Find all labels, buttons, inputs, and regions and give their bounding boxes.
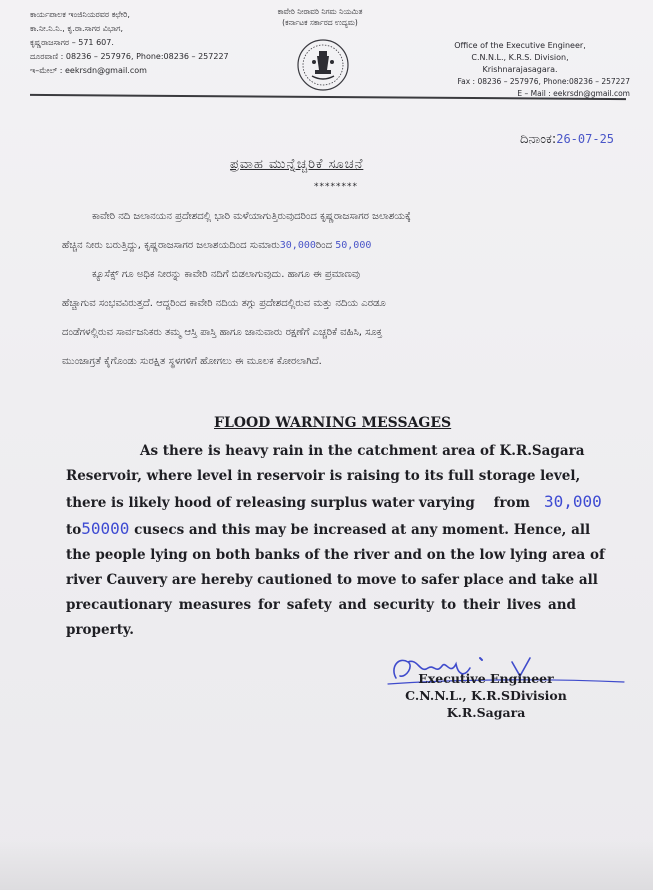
- header-left-address: [30, 8, 260, 78]
- header-right-office: [410, 40, 630, 100]
- kannada-line: ಮುಂಜಾಗ್ರತೆ ಕೈಗೊಂಡು ಸುರಕ್ಷಿತ ಸ್ಥಳಗಳಿಗೆ ಹೋಗಲು ಈ ಮೂಲಕ ಕೋರಲಾಗಿದೆ.: [62, 356, 322, 367]
- signatory-title: Executive Engineer: [418, 671, 554, 686]
- date-field: [520, 132, 614, 147]
- english-hand-to: 50000: [81, 519, 130, 538]
- header-left-line: ದೂರವಾಣಿ : 08236 – 257976, Phone:08236 – 257227: [30, 52, 229, 61]
- kannada-line: ಕಾವೇರಿ ನದಿ ಜಲಾನಯನ ಪ್ರದೇಶದಲ್ಲಿ ಭಾರಿ ಮಳೆಯಾಗುತ್ತಿರುವುದರಿಂದ ಕೃಷ್ಣರಾಜಸಾಗರ ಜಲಾಶಯಕ್ಕೆ: [92, 211, 411, 222]
- kannada-notice-title: ಪ್ರವಾಹ ಮುನ್ನೆಚ್ಚರಿಕೆ ಸೂಚನೆ: [230, 157, 364, 172]
- kannada-hand-to: 50,000: [335, 240, 372, 251]
- english-line: property.: [66, 622, 134, 638]
- english-notice-title: FLOOD WARNING MESSAGES: [214, 415, 452, 431]
- header-center-org: [250, 6, 390, 28]
- kannada-line: ದಂಡೆಗಳಲ್ಲಿರುವ ಸಾರ್ವಜನಿಕರು ತಮ್ಮ ಆಸ್ತಿ ಪಾಸ್ತಿ ಹಾಗೂ ಜಾನುವಾರು ರಕ್ಷಣೆಗೆ ಎಚ್ಚರಿಕೆ ವಹಿಸಿ, ಸೂಕ್ತ: [62, 327, 383, 338]
- office-division: C.N.N.L., K.R.S. Division,: [471, 53, 569, 62]
- english-line: Reservoir, where level in reservoir is raising to its full storage level,: [66, 468, 581, 484]
- date-value-handwritten: 26-07-25: [556, 132, 615, 146]
- org-subtitle-kannada: (ಕರ್ನಾಟಕ ಸರ್ಕಾರದ ಉದ್ಯಮ): [282, 18, 358, 27]
- english-line: there is likely hood of releasing surplus water varying from 30,000: [66, 492, 602, 511]
- header-left-line: ಕಾರ್ಯಪಾಲಕ ಇಂಜಿನಿಯರವರ ಕಛೇರಿ,: [30, 10, 130, 19]
- english-notice-body: [66, 439, 605, 643]
- signatory-place: K.R.Sagara: [446, 705, 526, 720]
- office-title: Office of the Executive Engineer,: [454, 41, 586, 50]
- kannada-notice-body: [62, 202, 592, 376]
- signatory-division: C.N.N.L., K.R.SDivision: [405, 688, 567, 703]
- date-label: ದಿನಾಂಕ:: [520, 132, 557, 147]
- kannada-line: ಹೆಚ್ಚಿನ ನೀರು ಬರುತ್ತಿದ್ದು, ಕೃಷ್ಣರಾಜಸಾಗರ ಜಲಾಶಯದಿಂದ ಸುಮಾರು30,000ರಿಂದ 50,000: [62, 240, 372, 251]
- english-hand-from: 30,000: [543, 492, 602, 511]
- english-line: As there is heavy rain in the catchment area of K.R.Sagara: [140, 443, 585, 459]
- header-left-line: ಇ–ಮೇಲ್ : eekrsdn@gmail.com: [30, 66, 147, 75]
- kannada-notice-separator: ********: [314, 182, 358, 192]
- office-email: E – Mail : eekrsdn@gmail.com: [517, 89, 630, 98]
- header-left-line: ಕೃಷ್ಣರಾಜಸಾಗರ – 571 607.: [30, 38, 114, 47]
- government-emblem-icon: [296, 38, 350, 92]
- org-name-kannada: ಕಾವೇರಿ ನೀರಾವರಿ ನಿಗಮ ನಿಯಮಿತ: [277, 7, 363, 16]
- kannada-line: ಹೆಚ್ಚಾಗುವ ಸಂಭವವಿರುತ್ತದೆ. ಆದ್ದರಿಂದ ಕಾವೇರಿ ನದಿಯ ತಗ್ಗು ಪ್ರದೇಶದಲ್ಲಿರುವ ಮತ್ತು ನದಿಯ ಎರಡೂ: [62, 298, 386, 309]
- english-line: to50000 cusecs and this may be increased at any moment. Hence, all: [66, 519, 591, 538]
- kannada-hand-from: 30,000: [279, 240, 316, 251]
- header-left-line: ಕಾ.ನೀ.ನಿ.ನಿ., ಕೃ.ರಾ.ಸಾಗರ ವಿಭಾಗ,: [30, 24, 124, 33]
- kannada-line: ಕ್ಯೂಸೆಕ್ಸ್ ಗೂ ಅಧಿಕ ನೀರನ್ನು ಕಾವೇರಿ ನದಿಗೆ ಬಿಡಲಾಗುವುದು. ಹಾಗೂ ಈ ಪ್ರಮಾಣವು: [92, 269, 360, 280]
- english-line: precautionary measures for safety and security to their lives and: [66, 597, 576, 613]
- office-fax-phone: Fax : 08236 – 257976, Phone:08236 – 257227: [457, 77, 630, 86]
- signature-block: [386, 670, 586, 721]
- english-line: river Cauvery are hereby cautioned to move to safer place and take all: [66, 572, 598, 588]
- english-line: the people lying on both banks of the river and on the low lying area of: [66, 547, 605, 563]
- office-place: Krishnarajasagara.: [482, 65, 558, 74]
- photo-shadow: [0, 840, 653, 890]
